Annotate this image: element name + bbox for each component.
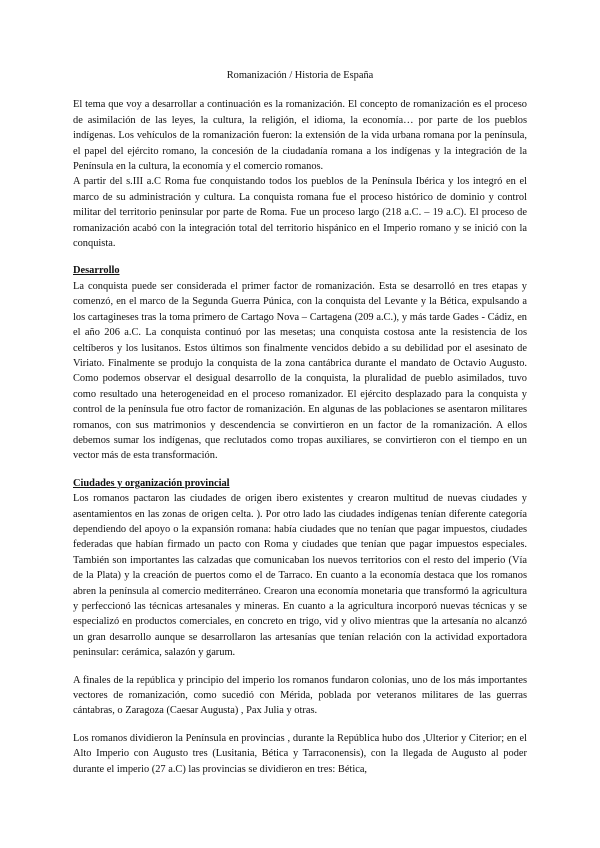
section-heading-desarrollo: Desarrollo bbox=[73, 265, 120, 277]
ciudades-paragraph-3: Los romanos dividieron la Península en provincias , durante la República hubo dos ,Ulterior y Citerior; en el Alto Imperio con Augusto tres (Lusitania, Bética y Tarraconensis), con la llegada de Augusto al poder durante el imperio (27 a.C) las provincias se dividieron en tres: Bética, bbox=[73, 732, 527, 775]
document-body bbox=[73, 68, 527, 777]
ciudades-paragraph-2: A finales de la república y principio del imperio los romanos fundaron colonias, uno de los más importantes vectores de romanización, como sucedió con Mérida, poblada por veteranos militares de las guerras cántabras, o Zaragoza (Caesar Augusta) , Pax Julia y otras. bbox=[73, 674, 527, 717]
document-title: Romanización / Historia de España bbox=[226, 70, 374, 81]
intro-paragraph-2: A partir del s.III a.C Roma fue conquistando todos los pueblos de la Península Ibérica y los integró en el marco de su administración y cultura. La conquista romana fue el proceso histórico de dominio y control militar del territorio peninsular por parte de Roma. Fue un proceso largo (218 a.C. – 19 a.C). El proceso de romanización acabó con la integración total del territorio hispánico en el Imperio romano y se inició con la conquista. bbox=[73, 176, 527, 250]
ciudades-paragraph-1: Los romanos pactaron las ciudades de origen ibero existentes y crearon multitud de nuevas ciudades y asentamientos en las zonas de origen celta. ). Por otro lado las ciudades indígenas tenían diferente categoría dependiendo del apoyo o la expansión romana: había ciudades que no tenían que pagar impuestos, ciudades federadas que habían firmado un pacto con Roma y ciudades que tenían que pagar impuestos especiales. También son importantes las calzadas que comunicaban los nuevos territorios con el resto del imperio (Vía de la Plata) y la creación de puertos como el de Tarraco. En cuanto a la economía destaca que los romanos abren la península al comercio mediterráneo. Crearon una economía monetaria que transformó la agricultura y perfeccionó las técnicas artesanales y mineras. En cuanto a la agricultura incorporó nuevas técnicas y se especializó en productos comerciales, en concreto en trigo, vid y olivo mientras que la artesanía no alcanzó un gran desarrollo aunque se desarrollaron las artesanías que tenían relación con la actividad exportadora peninsular: cerámica, salazón y garum. bbox=[73, 493, 527, 659]
desarrollo-paragraph: La conquista puede ser considerada el primer factor de romanización. Esta se desarrolló en tres etapas y comenzó, en el marco de la Segunda Guerra Púnica, con la conquista del Levante y la Bética, expulsando a los cartagineses tras la toma primero de Cartago Nova – Cartagena (209 a.C.), y más tarde Gades - Cádiz, en el año 206 a.C. La conquista continuó por las mesetas; una conquista costosa ante la resistencia de los celtíberos y los lusitanos. Estos últimos son finalmente vencidos debido a su debilidad por el asesinato de Viriato. Finalmente se produjo la conquista de la zona cantábrica durante el mandato de Octavio Augusto. Como podemos observar el desigual desarrollo de la conquista, la pluralidad de pueblo asimilados, tuvo como resultado una heterogeneidad en el proceso romanizador. El ejército desplazado para la conquista y control de la península fue otro factor de romanización. En algunas de las poblaciones se asentaron militares romanos, con sus matrimonios y descendencia se convirtieron en un factor de la romanización. A ellos debemos sumar los indígenas, que reclutados como tropas auxiliares, se convirtieron con el tiempo en un vector más de esta transformación. bbox=[73, 280, 527, 462]
intro-paragraph-1: El tema que voy a desarrollar a continuación es la romanización. El concepto de romanización es el proceso de asimilación de las leyes, la cultura, la religión, el idioma, la economía… por parte de los pueblos indígenas. Los vehículos de la romanización fueron: la extensión de la vida urbana romana por la península, el papel del ejército romano, la concesión de la ciudadanía romana a los indígenas y la integración de la Península en la cultura, la economía y el comercio romanos. bbox=[73, 99, 527, 173]
section-heading-ciudades: Ciudades y organización provincial bbox=[73, 477, 230, 489]
